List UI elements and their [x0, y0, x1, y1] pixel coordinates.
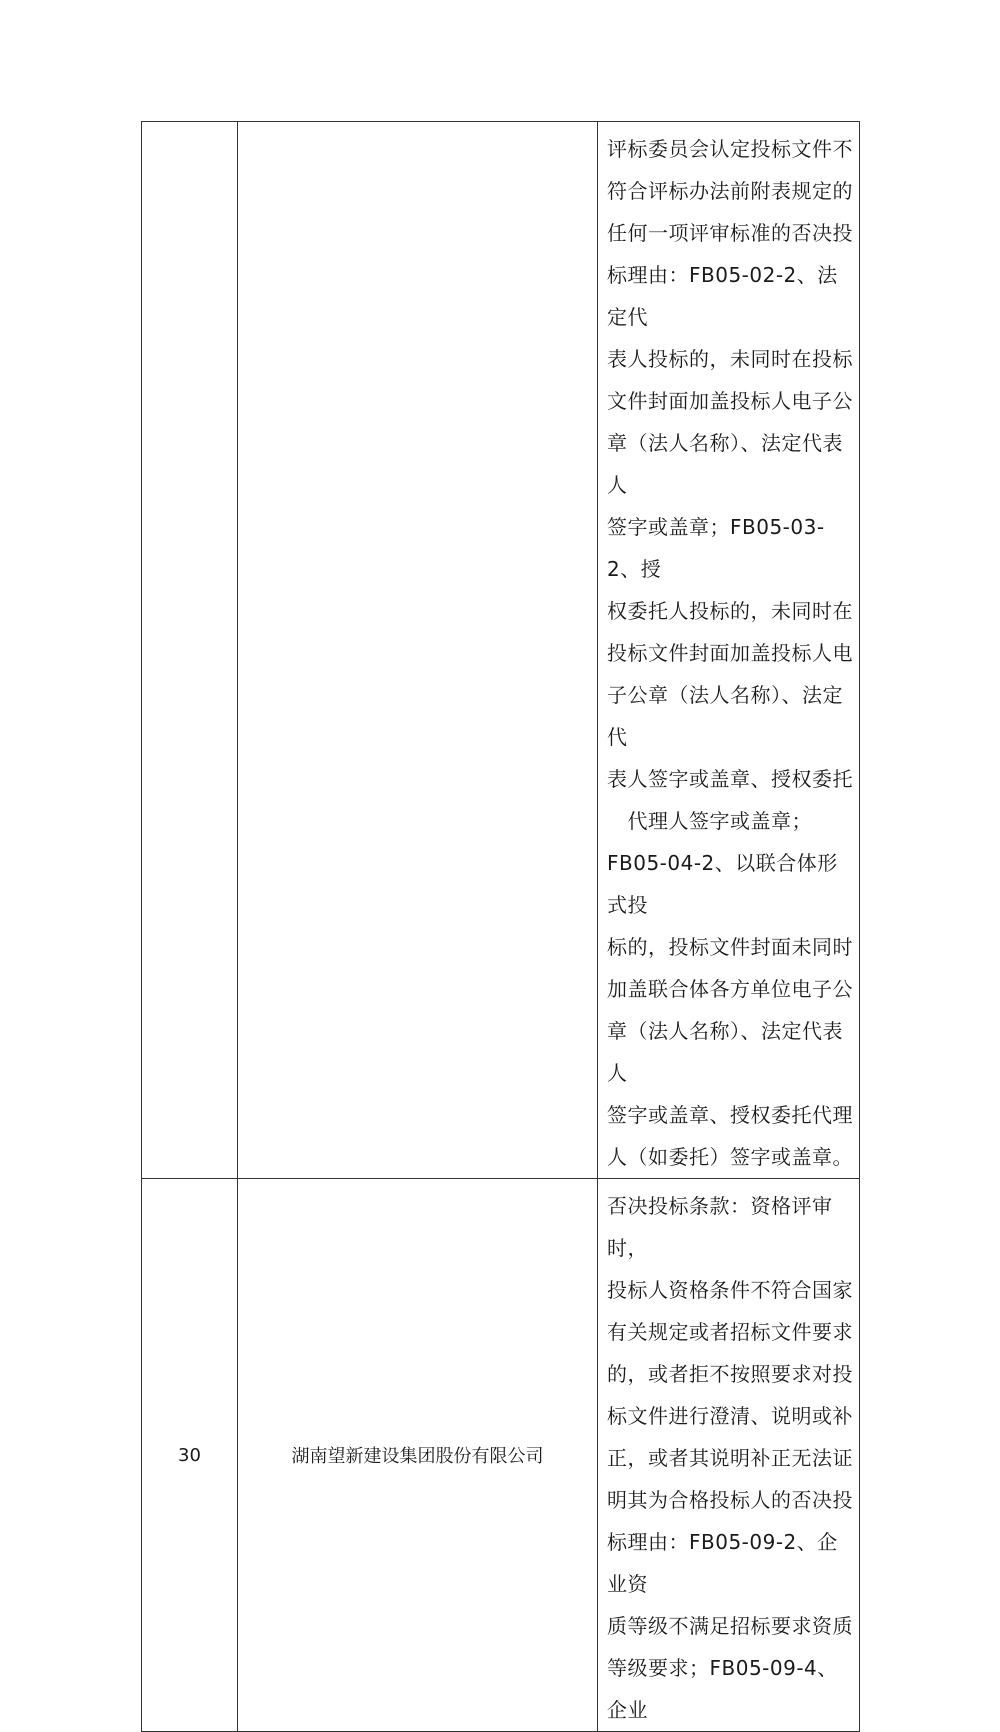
table-row	[142, 1179, 860, 1732]
table-row	[142, 122, 860, 1179]
rejection-reason-cell	[598, 1179, 860, 1732]
rejection-reason-cell	[598, 122, 860, 1179]
company-name-cell: 湖南望新建设集团股份有限公司	[238, 1179, 598, 1732]
serial-number-cell: 30	[142, 1179, 238, 1732]
serial-number-cell	[142, 122, 238, 1179]
rejection-reason-text: 评标委员会认定投标文件不 符合评标办法前附表规定的 任何一项评审标准的否决投 标理由：FB05-02-2、法定代 表人投标的，未同时在投标 文件封面加盖投标人电子公 章（法人名称）、法定代表人 签字或盖章；FB05-03-2、授 权委托人投标的，未同时在 投标文件封面加盖投标人电 子公章（法人名称）、法定代 表人签字或盖章、授权委托 代理人签字或盖章； FB05-04-2、以联合体形式投 标的，投标文件封面未同时 加盖联合体各方单位电子公 章（法人名称）、法定代表人 签字或盖章、授权委托代理 人（如委托）签字或盖章。	[607, 137, 853, 1169]
rejection-reason-text: 否决投标条款：资格评审时， 投标人资格条件不符合国家 有关规定或者招标文件要求 的，或者拒不按照要求对投 标文件进行澄清、说明或补 正，或者其说明补正无法证 明其为合格投标人的否决投 标理由：FB05-09-2、企业资 质等级不满足招标要求资质 等级要求；FB05-09-4、企业	[607, 1194, 853, 1722]
company-name-cell	[238, 122, 598, 1179]
disqualification-table	[141, 121, 860, 1732]
